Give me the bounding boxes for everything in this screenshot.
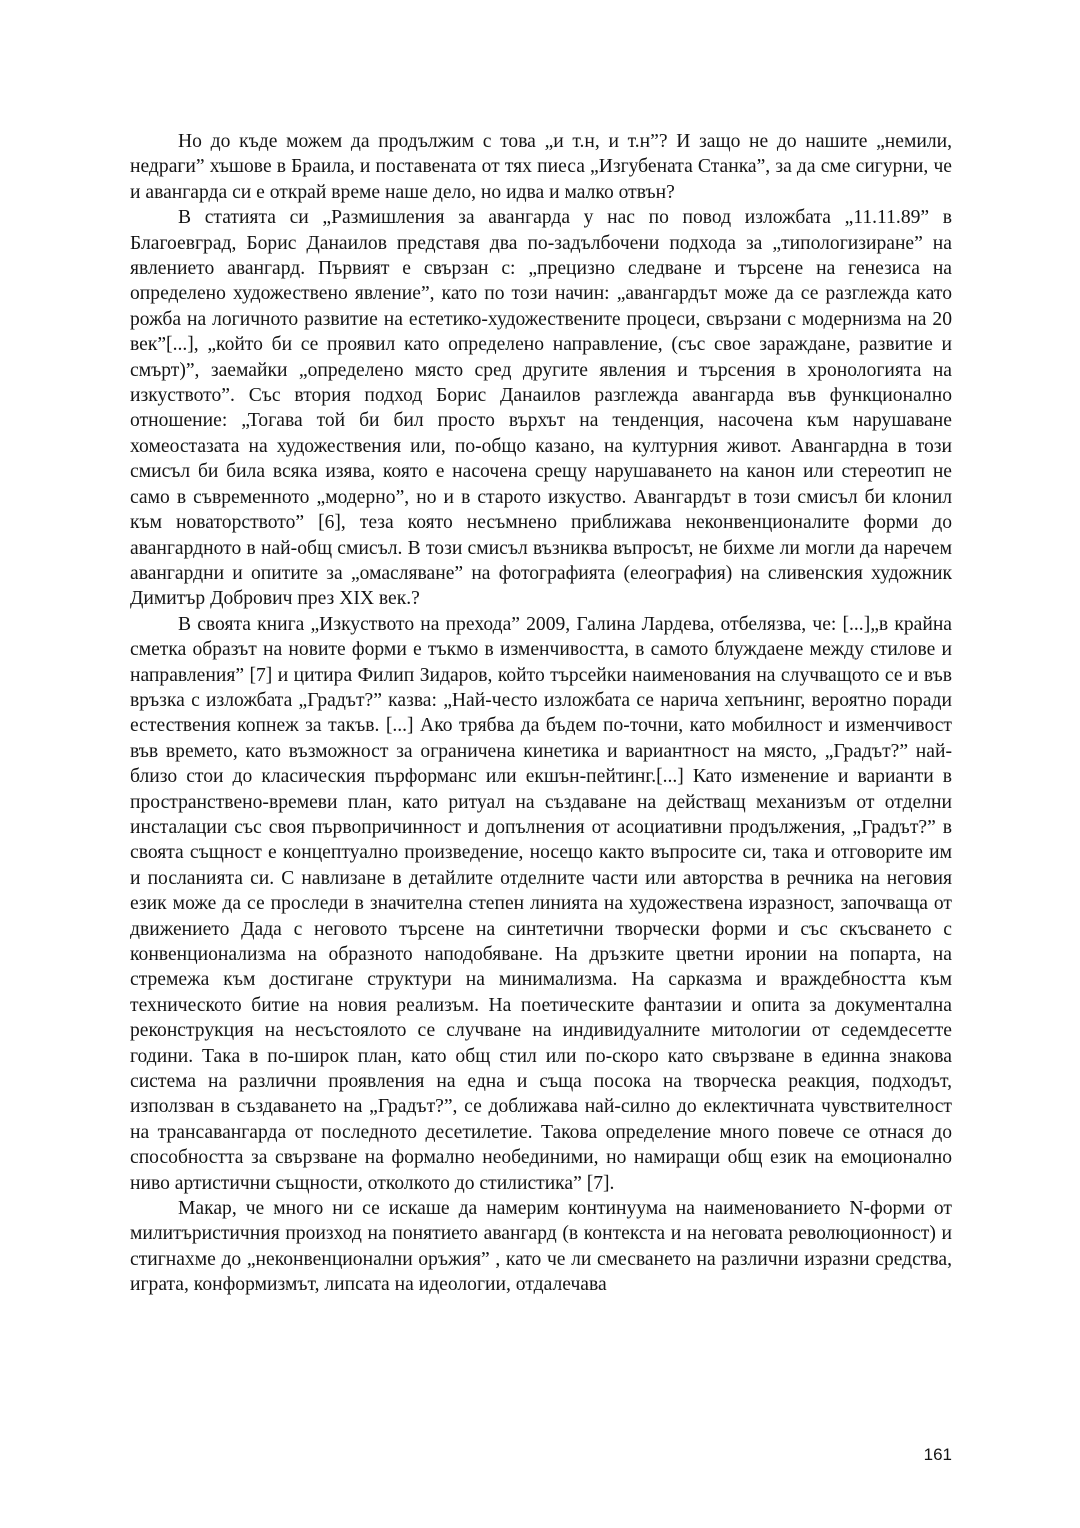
body-text [130, 129, 952, 1298]
page-number: 161 [923, 1445, 952, 1464]
paragraph: Макар, че много ни се искаше да намерим континуума на наименованието N-форми от милитъристичния произход на понятието авангард (в контекста и на неговата революционност) и стигнахме до „неконвенционални оръжия” , като че ли смесването на различни изразни средства, играта, конформизмът, липсата на идеологии, отдалечава [130, 1198, 952, 1296]
paragraph: Но до къде можем да продължим с това „и т.н, и т.н”? И защо не до нашите „немили, недраги” хъшове в Браила, и поставената от тях пиеса „Изгубената Станка”, за да сме сигурни, че и авангарда си е открай време наше дело, но идва и малко отвън? [130, 131, 952, 203]
paragraph: В своята книга „Изкуството на прехода” 2009, Галина Лардева, отбелязва, че: [...]„в крайна сметка образът на новите форми е тъкмо в изменчивостта, в самото блуждаене между стилове и направления” [7] и цитира Филип Зидаров, който търсейки наименования на случващото се и във връзка с изложбата „Градът?” казва: „Най-често изложбата се нарича хепънинг, вероятно поради естествения копнеж за такъв. [...] Ако трябва да бъдем по-точни, като мобилност и изменчивост във времето, като възможност за ограничена кинетика и вариантност на място, „Градът?” най-близо стои до класическия пърформанс или екшън-пейтинг.[...] Като изменение и варианти в пространствено-времеви план, като ритуал на създаване на действащ механизъм от отделни инсталации със своя първопричинност и допълнения от асоциативни продължения, „Градът?” в своята същност е концептуално произведение, носещо както въпросите си, така и отговорите им и посланията си. С навлизане в детайлите отделните части или авторства в речника на неговия език може да се проследи в значителна степен линията на художествена изразност, започваща от движението Дада с неговото търсене на синтетични творчески форми и със скъсването с конвенционализма на образното наподобяване. На дръзките цветни иронии на попарта, на стремежа към достигане структури на минимализма. На сарказма и враждебността към техническото битие на новия реализъм. На поетическите фантазии и опита за документална реконструкция на несъстоялото се случване на индивидуалните митологии от седемдесетте години. Така в по-широк план, като общ стил или по-скоро като свързване в единна знакова система на различни проявления на една и съща посока на творческа реакция, подходът, използван в създаването на „Градът?”, се доближава най-силно до еклектичната чувствителност на трансавангарда от последното десетилетие. Такова определение много повече се отнася до способността за свързване на формално необединими, но намиращи общ език на емоционално ниво артистични същности, отколкото до стилистика” [7]. [130, 613, 952, 1194]
paragraph: В статията си „Размишления за авангарда у нас по повод изложбата „11.11.89” в Благоевград, Борис Данаилов представя два по-задълбочени подхода за „типологизиране” на явлението авангард. Първият е свързан с: „прецизно следване и търсене на генезиса на определено художествено явление”, като по този начин: „авангардът може да се разглежда като рожба на логичното развитие на естетико-художествените процеси, свързани с модернизма на 20 век”[...], „който би се проявил като определено направление, (със свое зараждане, развитие и смърт)”, заемайки „определено място сред другите явления и търсения в хронологията на изкуството”. Със втория подход Борис Данаилов разглежда авангарда във функционално отношение: „Тогава той би бил просто върхът на тенденция, насочена към нарушаване хомеостазата на художествения или, по-общо казано, на културния живот. Авангардна в този смисъл би била всяка изява, която е насочена срещу нарушаването на канон или стереотип не само в съвременното „модерно”, но и в старото изкуство. Авангардът в този смисъл би клонил към новаторството” [6], теза която несъмнено приближава неконвенционалите форми до авангардното в най-общ смисъл. В този смисъл възниква въпросът, не бихме ли могли да наречем авангардни и опитите за „омасляване” на фотографията (елеография) на сливенския художник Димитър Добрович през XIX век.? [130, 207, 952, 610]
